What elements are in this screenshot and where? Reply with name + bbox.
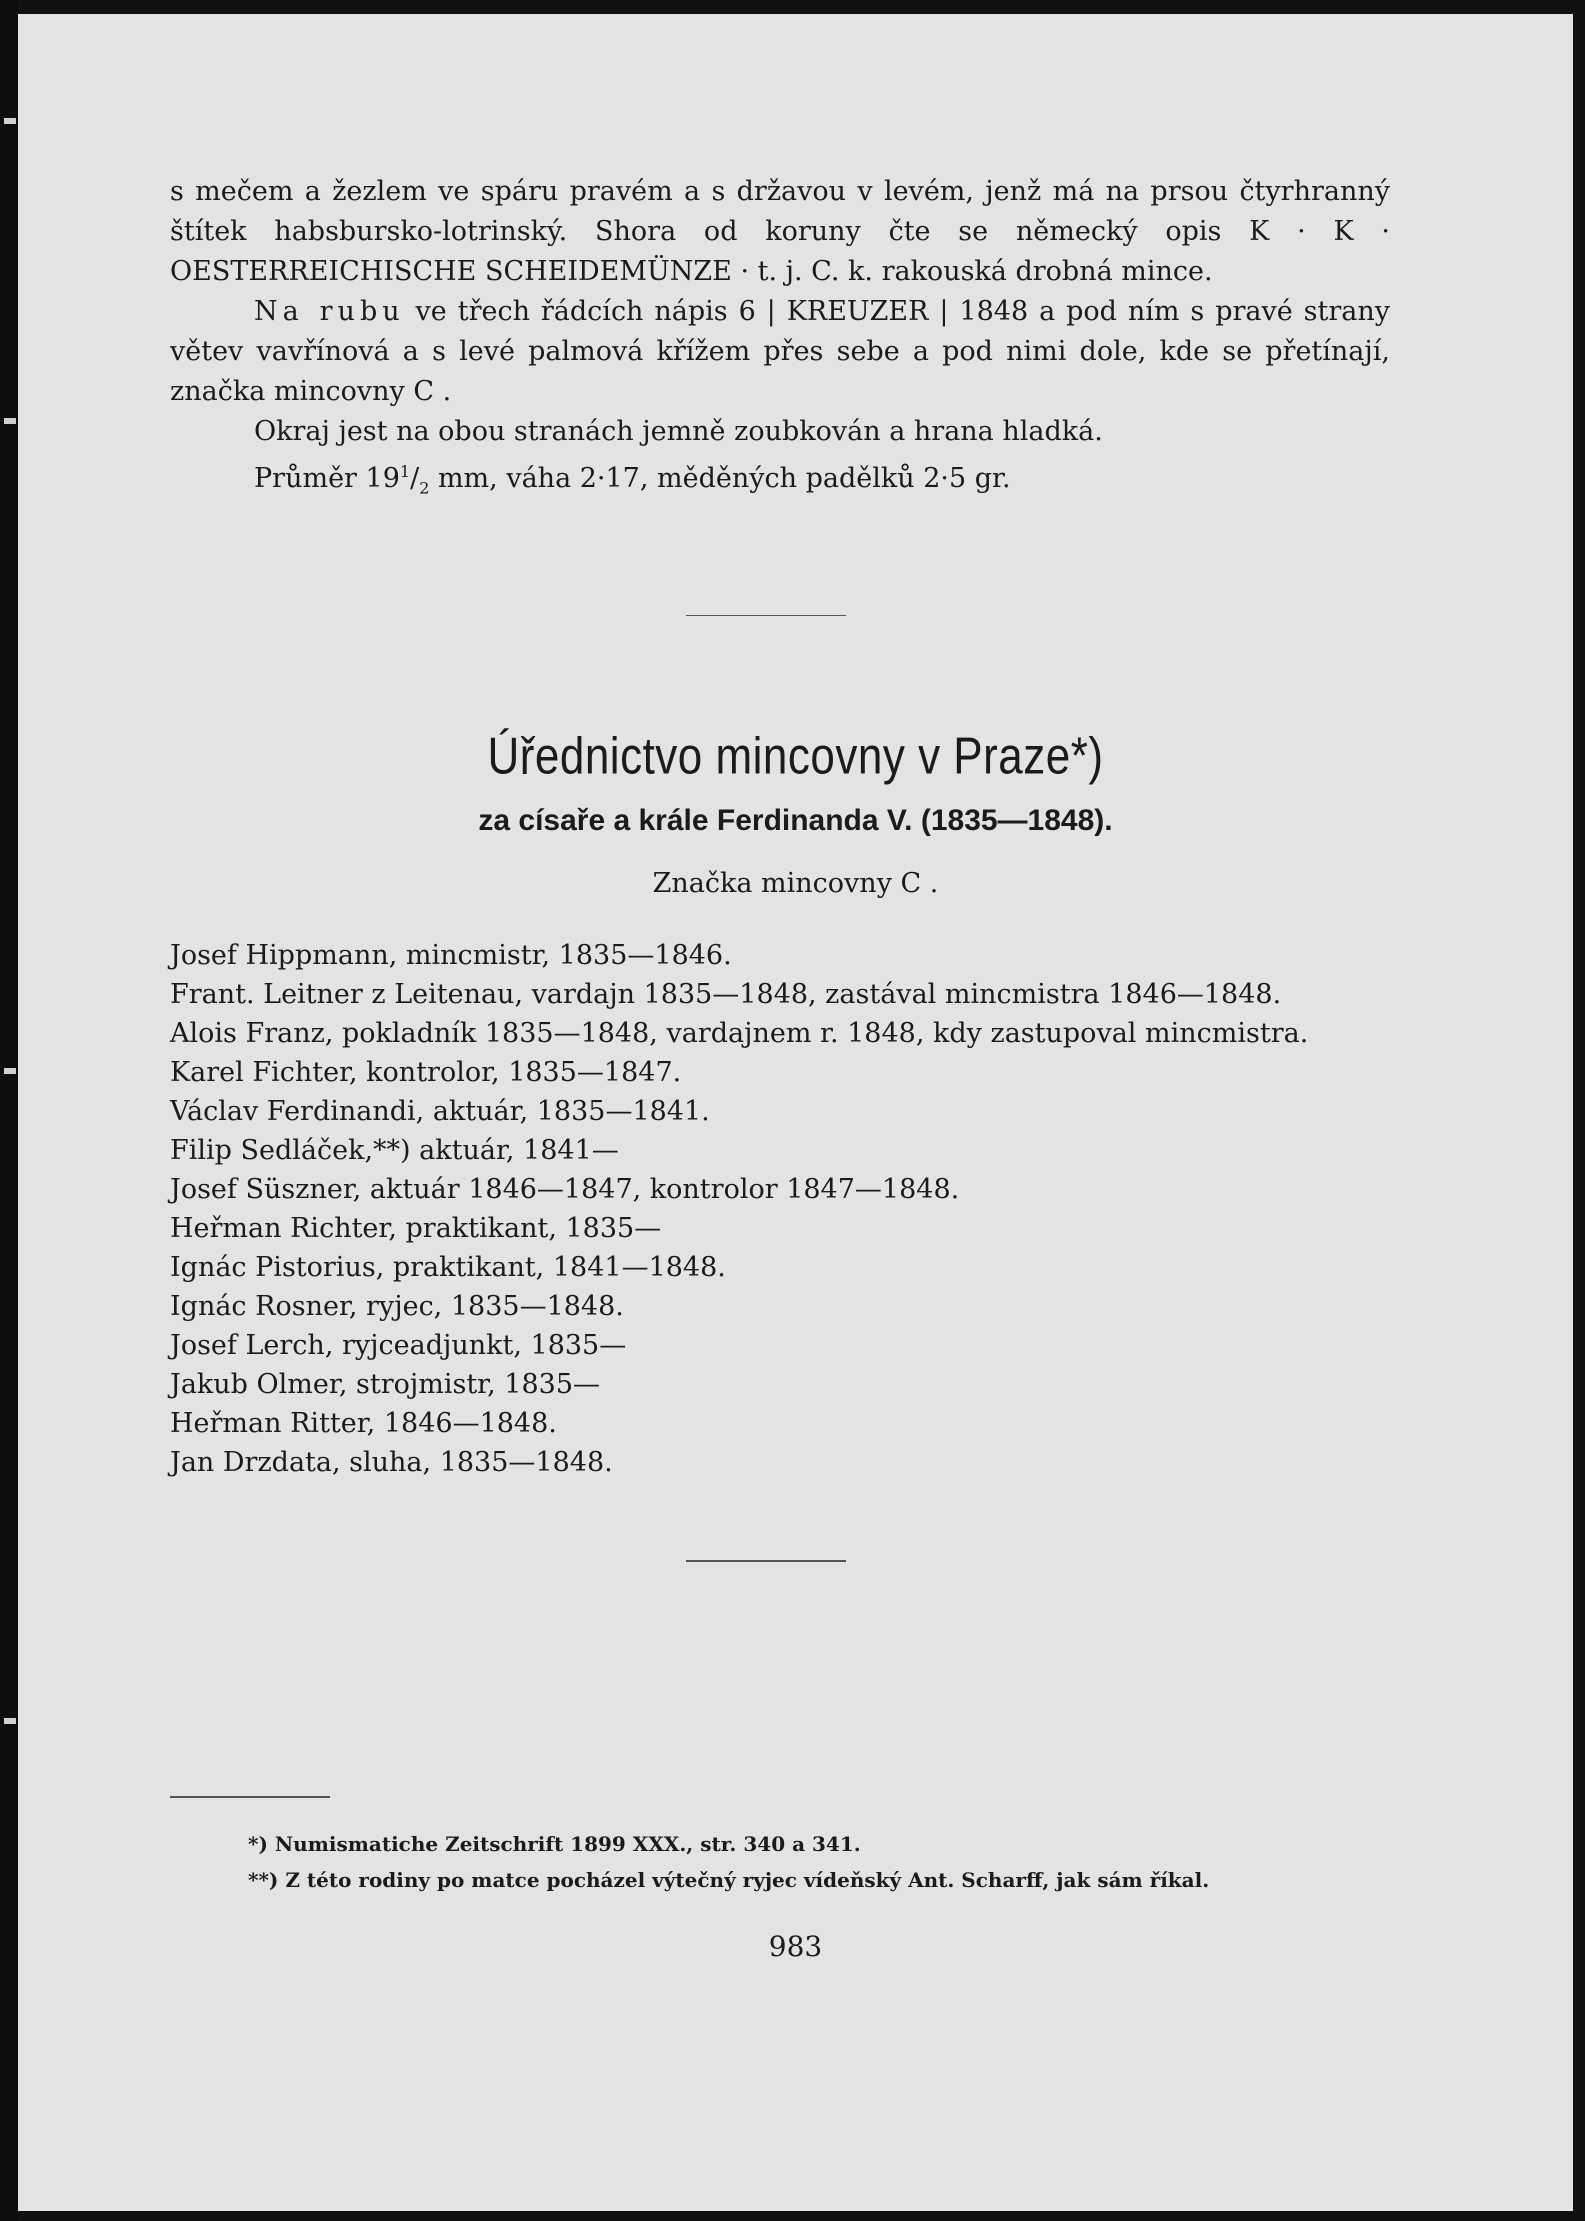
- list-item: Jakub Olmer, strojmistr, 1835—: [170, 1369, 600, 1400]
- diameter-sup: 1: [399, 462, 411, 481]
- footnotes: [248, 1826, 1398, 1898]
- footnote: **) Z této rodiny po matce pocházel výtečný ryjec vídeňský Ant. Scharff, jak sám říkal.: [248, 1868, 1210, 1892]
- page-title: Úřednictvo mincovny v Praze*): [487, 727, 1104, 786]
- diameter-before: Průměr 19: [254, 463, 400, 494]
- list-item: Jan Drzdata, sluha, 1835—1848.: [170, 1447, 613, 1478]
- list-item: Ignác Pistorius, praktikant, 1841—1848.: [170, 1252, 726, 1283]
- list-item: Filip Sedláček,**) aktuár, 1841—: [170, 1135, 619, 1166]
- edge-mark: [4, 1718, 16, 1724]
- reverse-paragraph: [170, 292, 1390, 412]
- diameter-paragraph: [170, 452, 1390, 508]
- edge-paragraph: Okraj jest na obou stranách jemně zoubkován a hrana hladká.: [254, 416, 1103, 447]
- list-item: Karel Fichter, kontrolor, 1835—1847.: [170, 1057, 682, 1088]
- staff-list: [170, 936, 1410, 1482]
- footnote: *) Numismatiche Zeitschrift 1899 XXX., str. 340 a 341.: [248, 1832, 861, 1856]
- footnote-rule: [170, 1796, 330, 1798]
- list-item: Heřman Ritter, 1846—1848.: [170, 1408, 557, 1439]
- list-item: Frant. Leitner z Leitenau, vardajn 1835—1848, zastával mincmistra 1846—1848.: [170, 979, 1282, 1010]
- list-item: Josef Hippmann, mincmistr, 1835—1846.: [170, 940, 732, 971]
- scan-left-edge: [0, 0, 18, 2221]
- mint-mark-line: Značka mincovny C .: [652, 868, 939, 899]
- section-divider: [686, 615, 846, 616]
- page-number: 983: [768, 1930, 823, 1963]
- edge-mark: [4, 418, 16, 424]
- diameter-after: mm, váha 2·17, měděných padělků 2·5 gr.: [429, 463, 1011, 494]
- list-item: Ignác Rosner, ryjec, 1835—1848.: [170, 1291, 624, 1322]
- reverse-text: ve třech řádcích nápis 6 | KREUZER | 1848 a pod ním s pravé strany větev vavřínová a s levé palmová křížem přes sebe a pod nimi dole, kde se přetínají, značka mincovny C .: [170, 296, 1390, 407]
- page-subtitle: za císaře a krále Ferdinanda V. (1835—1848).: [478, 804, 1113, 837]
- diameter-sub: 2: [419, 478, 430, 498]
- coin-description: [170, 172, 1390, 508]
- edge-mark: [4, 1068, 16, 1074]
- list-item: Josef Süszner, aktuár 1846—1847, kontrolor 1847—1848.: [170, 1174, 960, 1205]
- list-item: Heřman Richter, praktikant, 1835—: [170, 1213, 662, 1244]
- section-divider: [686, 1560, 846, 1562]
- edge-mark: [4, 118, 16, 124]
- document-page: [18, 14, 1573, 2211]
- obverse-paragraph: s mečem a žezlem ve spáru pravém a s državou v levém, jenž má na prsou čtyrhranný štítek habsbursko-lotrinský. Shora od koruny čte se německý opis K · K · OESTERREICHISCHE SCHEIDEMÜNZE · t. j. C. k. rakouská drobná mince.: [170, 176, 1390, 287]
- list-item: Josef Lerch, ryjceadjunkt, 1835—: [170, 1330, 627, 1361]
- diameter-slash: /: [410, 463, 420, 494]
- list-item: Alois Franz, pokladník 1835—1848, vardajnem r. 1848, kdy zastupoval mincmistra.: [170, 1018, 1309, 1049]
- list-item: Václav Ferdinandi, aktuár, 1835—1841.: [170, 1096, 710, 1127]
- reverse-lead: Na rubu: [254, 296, 405, 327]
